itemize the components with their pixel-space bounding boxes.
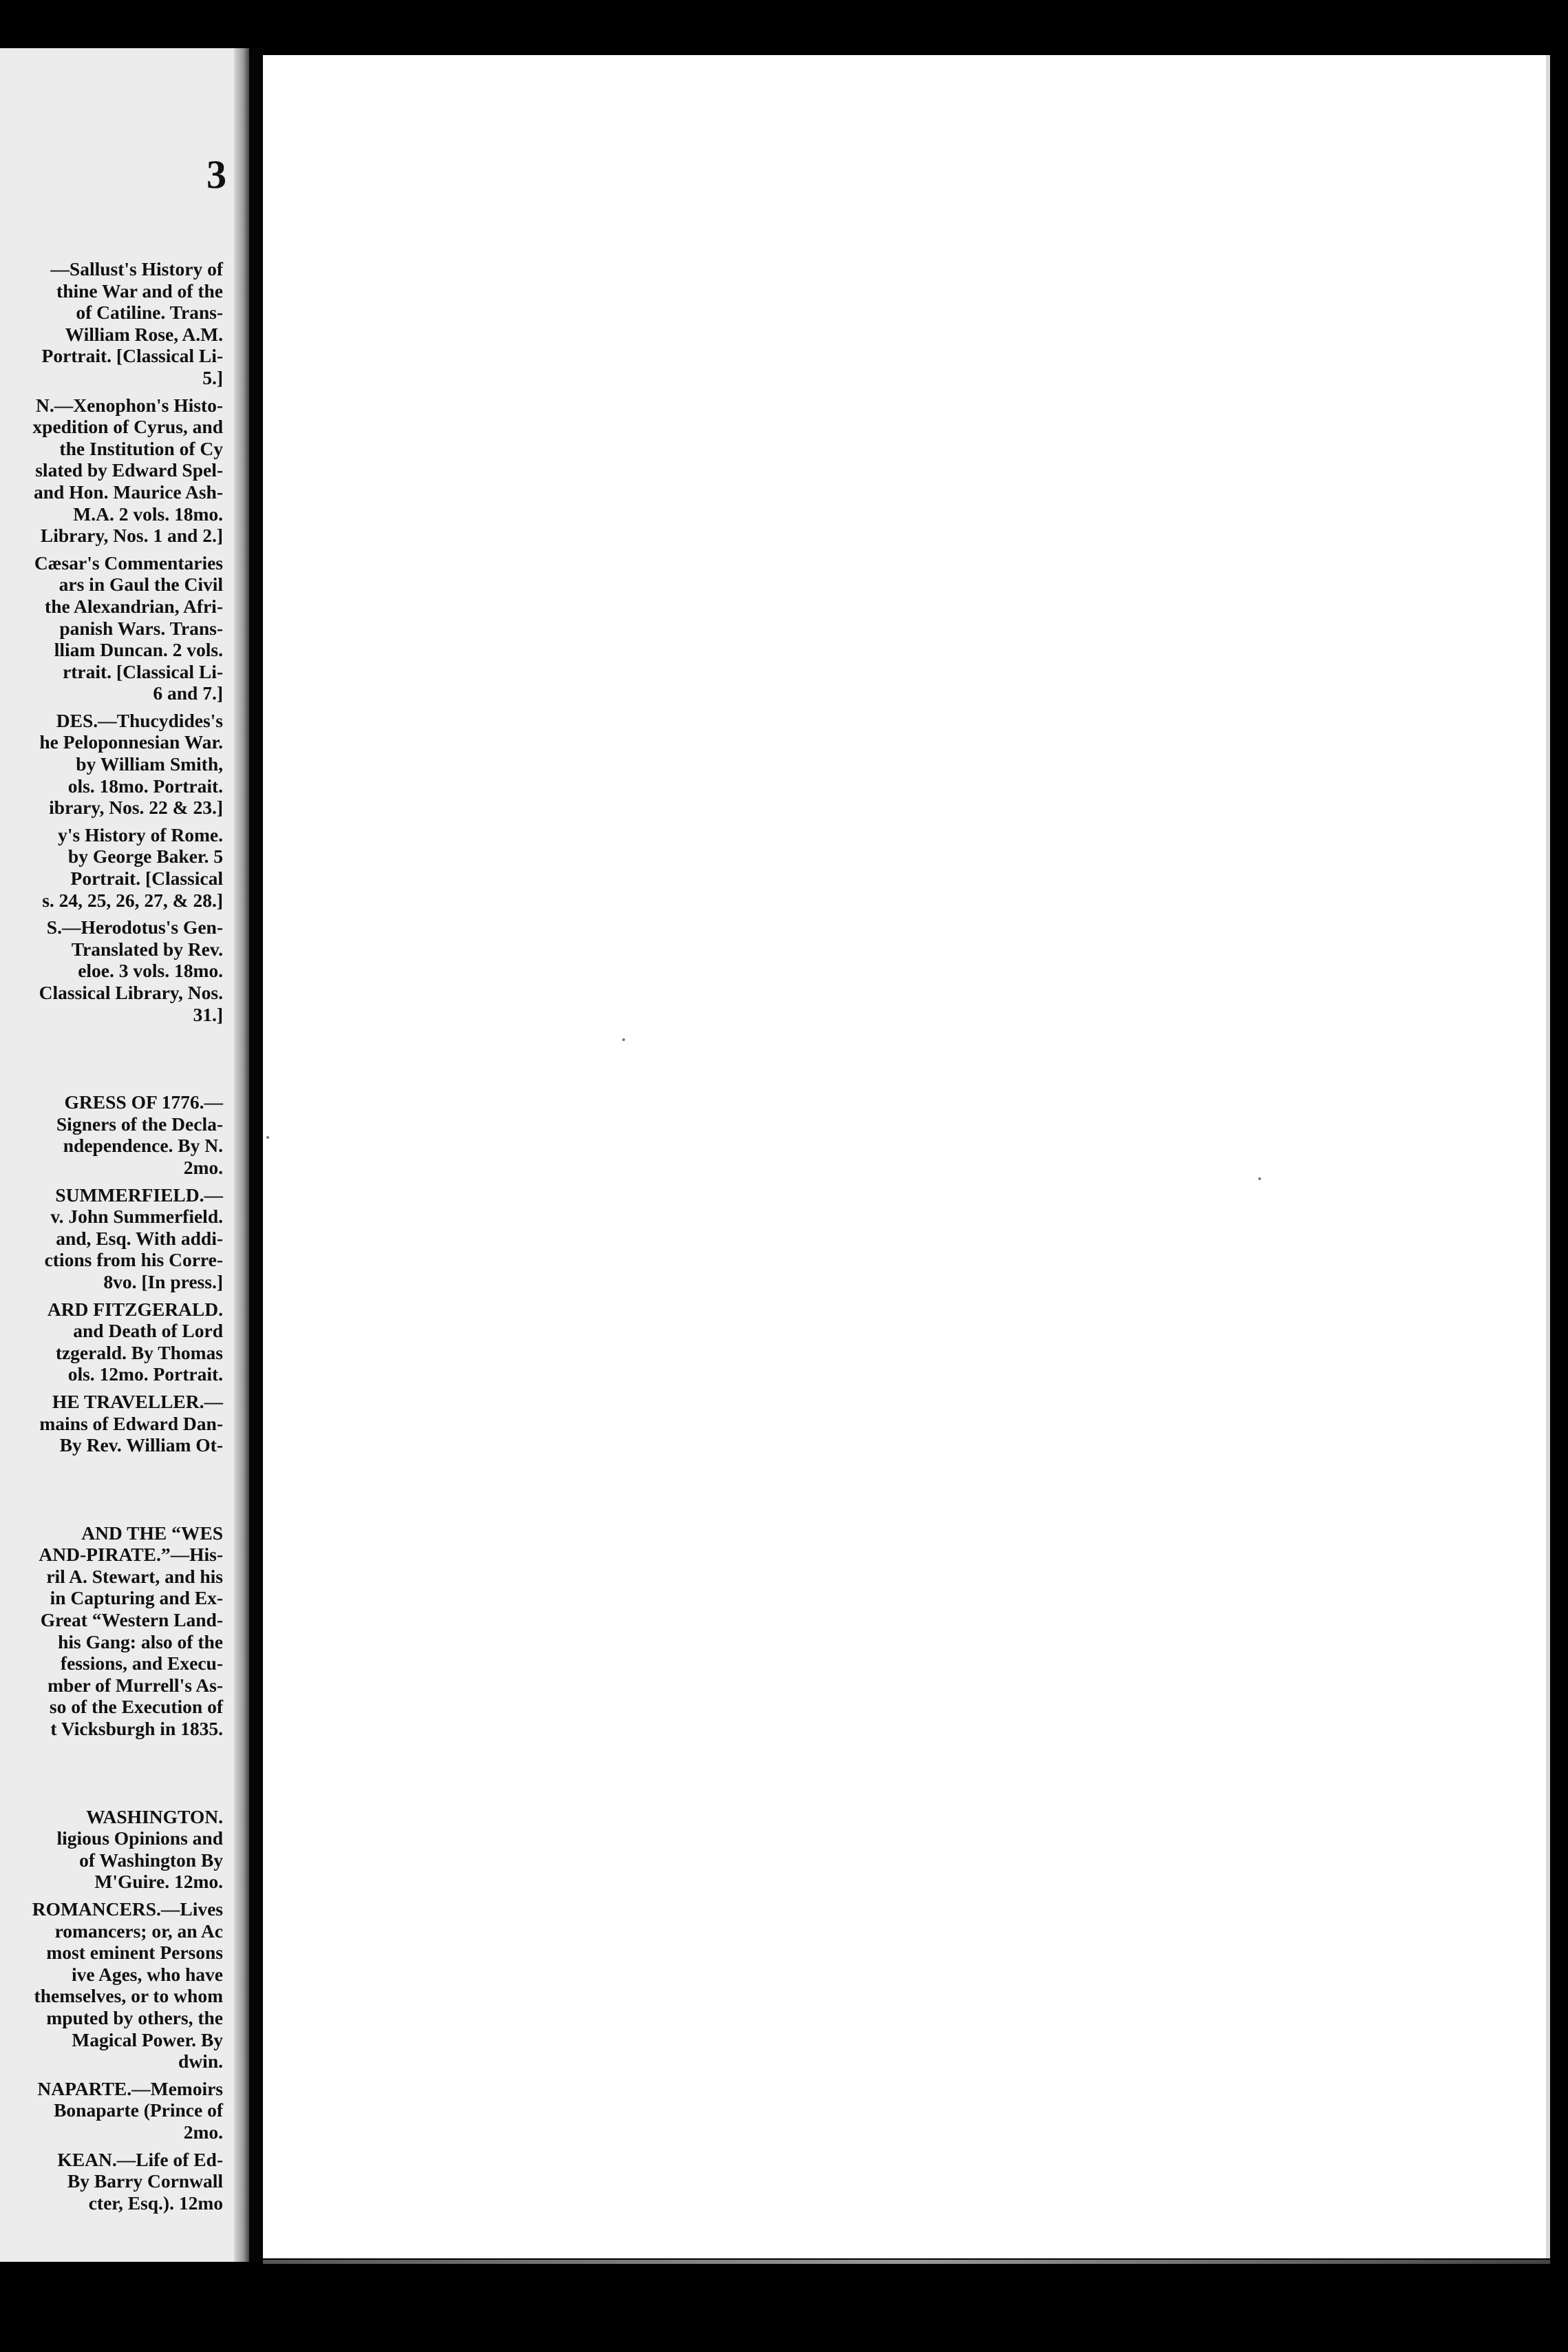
- paragraph-gap: [0, 1025, 223, 1091]
- paragraph-gap: [0, 1179, 223, 1184]
- text-line: Bonaparte (Prince of: [54, 2099, 223, 2121]
- text-line: ROMANCERS.—Lives: [32, 1898, 223, 1920]
- paragraph-gap: [0, 1456, 223, 1522]
- paper-speck: [266, 1136, 269, 1139]
- page-divider: [249, 48, 263, 2262]
- text-line: M.A. 2 vols. 18mo.: [73, 503, 223, 525]
- paragraph-gap: [0, 2072, 223, 2078]
- text-line: ARD FITZGERALD.: [47, 1298, 223, 1320]
- text-line: ndependence. By N.: [63, 1135, 223, 1157]
- text-line: Magical Power. By: [72, 2028, 223, 2050]
- text-line: eloe. 3 vols. 18mo.: [78, 960, 223, 982]
- text-line: 31.]: [193, 1003, 223, 1025]
- text-line: t Vicksburgh in 1835.: [50, 1718, 223, 1740]
- paragraph-gap: [0, 1893, 223, 1898]
- text-line: Library, Nos. 1 and 2.]: [40, 525, 223, 547]
- text-line: ligious Opinions and: [56, 1827, 223, 1849]
- text-line: HE TRAVELLER.—: [52, 1390, 223, 1412]
- text-line: slated by Edward Spel-: [35, 459, 223, 481]
- text-line: Portrait. [Classical: [70, 868, 223, 890]
- text-line: so of the Execution of: [49, 1696, 223, 1718]
- paragraph-gap: [0, 704, 223, 710]
- text-line: 5.]: [202, 366, 223, 388]
- text-line: Signers of the Decla-: [56, 1113, 223, 1135]
- text-line: mains of Edward Dan-: [39, 1412, 223, 1434]
- text-line: KEAN.—Life of Ed-: [57, 2148, 223, 2170]
- text-line: N.—Xenophon's Histo-: [36, 394, 223, 416]
- paragraph-gap: [0, 1740, 223, 1806]
- text-line: and Hon. Maurice Ash-: [33, 481, 223, 503]
- text-line: cter, Esq.). 12mo: [88, 2192, 223, 2214]
- text-line: thine War and of the: [56, 280, 223, 302]
- text-line: most eminent Persons: [46, 1942, 223, 1964]
- text-line: the Alexandrian, Afri-: [45, 595, 223, 617]
- paragraph-gap: [0, 2143, 223, 2149]
- paragraph-gap: [0, 911, 223, 916]
- paragraph-gap: [0, 819, 223, 824]
- left-page-fragment: [0, 48, 249, 2262]
- text-line: By Barry Cornwall: [67, 2170, 223, 2192]
- text-line: By Rev. William Ot-: [59, 1434, 223, 1456]
- text-line: ril A. Stewart, and his: [46, 1565, 223, 1587]
- text-line: NAPARTE.—Memoirs: [37, 2077, 223, 2099]
- page-number: 3: [206, 152, 226, 197]
- text-line: fessions, and Execu-: [60, 1652, 223, 1674]
- text-line: Cæsar's Commentaries: [34, 552, 223, 574]
- text-line: AND THE “WES: [81, 1522, 223, 1544]
- text-line: s. 24, 25, 26, 27, & 28.]: [42, 889, 223, 911]
- paragraph-gap: [0, 547, 223, 552]
- text-line: —Sallust's History of: [50, 258, 223, 280]
- text-line: Portrait. [Classical Li-: [41, 345, 223, 367]
- text-line: and Death of Lord: [73, 1320, 223, 1342]
- text-line: tzgerald. By Thomas: [55, 1341, 223, 1363]
- paper-speck: [622, 1038, 625, 1041]
- text-line: the Institution of Cy: [59, 437, 223, 459]
- text-line: mputed by others, the: [46, 2006, 223, 2028]
- text-line: he Peloponnesian War.: [39, 731, 223, 753]
- text-line: 8vo. [In press.]: [103, 1270, 223, 1292]
- text-line: 6 and 7.]: [153, 682, 223, 704]
- text-line: ctions from his Corre-: [44, 1249, 223, 1271]
- text-line: DES.—Thucydides's: [56, 709, 223, 731]
- text-line: of Catiline. Trans-: [76, 302, 223, 324]
- text-line: ibrary, Nos. 22 & 23.]: [49, 797, 223, 819]
- paragraph-gap: [0, 1293, 223, 1299]
- text-line: v. John Summerfield.: [50, 1206, 223, 1228]
- text-line: mber of Murrell's As-: [47, 1674, 223, 1696]
- text-line: William Rose, A.M.: [65, 323, 223, 345]
- text-line: lliam Duncan. 2 vols.: [54, 639, 223, 661]
- text-line: his Gang: also of the: [58, 1630, 223, 1652]
- paragraph-gap: [0, 389, 223, 395]
- paragraph-gap: [0, 1385, 223, 1391]
- page-gutter-shadow: [234, 48, 249, 2262]
- text-line: by George Baker. 5: [67, 846, 223, 868]
- text-line: in Capturing and Ex-: [50, 1587, 223, 1609]
- text-line: 2mo.: [183, 2121, 223, 2143]
- text-line: by William Smith,: [76, 753, 223, 775]
- text-line: dwin.: [178, 2050, 223, 2072]
- text-line: WASHINGTON.: [86, 1805, 223, 1827]
- text-line: GRESS OF 1776.—: [64, 1091, 223, 1113]
- text-line: and, Esq. With addi-: [56, 1227, 223, 1249]
- left-page-text-column: [0, 258, 223, 2214]
- text-line: Translated by Rev.: [71, 938, 223, 960]
- text-line: S.—Herodotus's Gen-: [46, 916, 223, 938]
- text-line: ars in Gaul the Civil: [59, 574, 223, 596]
- text-line: themselves, or to whom: [34, 1985, 223, 2007]
- text-line: SUMMERFIELD.—: [55, 1184, 223, 1206]
- blank-right-page: [263, 55, 1550, 2258]
- text-line: ols. 18mo. Portrait.: [67, 775, 223, 797]
- text-line: Great “Western Land-: [40, 1609, 223, 1631]
- text-line: ive Ages, who have: [72, 1963, 223, 1985]
- text-line: 2mo.: [183, 1156, 223, 1178]
- text-line: panish Wars. Trans-: [59, 617, 223, 639]
- text-line: romancers; or, an Ac: [54, 1920, 223, 1942]
- text-line: AND-PIRATE.”—His-: [39, 1544, 223, 1566]
- text-line: xpedition of Cyrus, and: [32, 416, 223, 438]
- text-line: M'Guire. 12mo.: [94, 1871, 223, 1893]
- page-edge: [1546, 55, 1550, 2258]
- text-line: y's History of Rome.: [58, 823, 223, 846]
- text-line: ols. 12mo. Portrait.: [67, 1363, 223, 1385]
- text-line: of Washington By: [79, 1849, 223, 1871]
- bottom-page-edge: [263, 2260, 1550, 2264]
- text-line: Classical Library, Nos.: [39, 982, 223, 1003]
- text-line: rtrait. [Classical Li-: [63, 660, 223, 682]
- paper-speck: [1258, 1177, 1261, 1180]
